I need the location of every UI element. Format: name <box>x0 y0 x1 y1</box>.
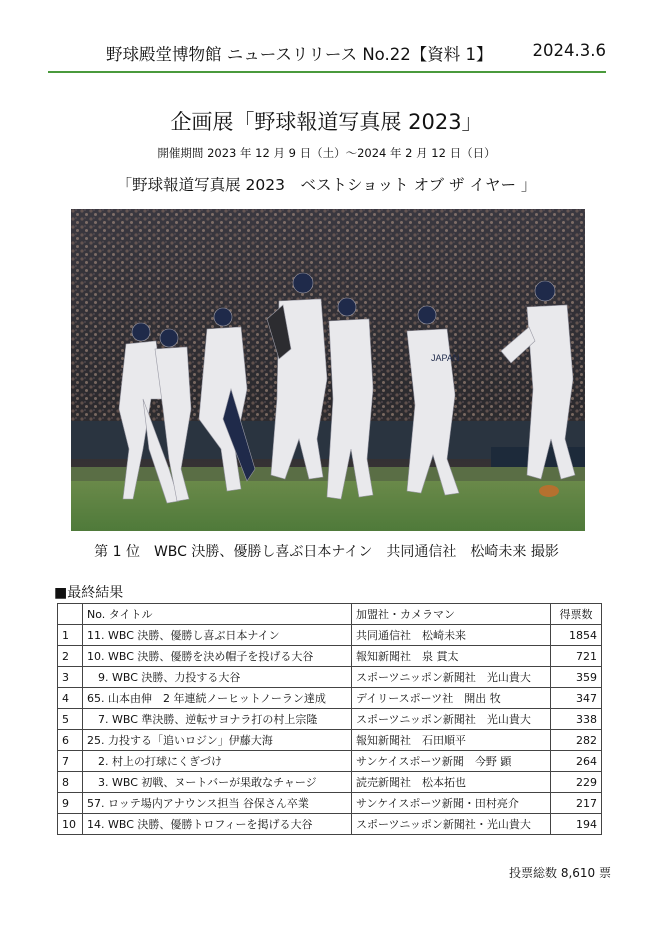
table-row <box>58 751 602 772</box>
header-outlet: 加盟社・カメラマン <box>352 604 551 625</box>
votes-cell: 359 <box>551 667 602 688</box>
outlet-cell: 共同通信社 松崎未来 <box>352 625 551 646</box>
results-table <box>57 603 602 835</box>
outlet-cell: サンケイスポーツ新聞 今野 顕 <box>352 751 551 772</box>
rank-cell: 10 <box>58 814 83 835</box>
outlet-cell: サンケイスポーツ新聞・田村亮介 <box>352 793 551 814</box>
header-rank <box>58 604 83 625</box>
outlet-cell: 読売新聞社 松本拓也 <box>352 772 551 793</box>
total-votes: 投票総数 8,610 票 <box>509 866 611 880</box>
title-cell: 2. 村上の打球にくぎづけ <box>83 751 352 772</box>
title-cell: 3. WBC 初戦、ヌートバーが果敢なチャージ <box>83 772 352 793</box>
header-title: No. タイトル <box>83 604 352 625</box>
jersey-lettering: JAPAN <box>431 353 460 363</box>
title-cell: 10. WBC 決勝、優勝を決め帽子を投げる大谷 <box>83 646 352 667</box>
table-row <box>58 688 602 709</box>
title-cell: 7. WBC 準決勝、逆転サヨナラ打の村上宗隆 <box>83 709 352 730</box>
outlet-cell: スポーツニッポン新聞社 光山貴大 <box>352 667 551 688</box>
header-line <box>48 39 606 69</box>
rank-cell: 1 <box>58 625 83 646</box>
outlet-cell: 報知新聞社 石田順平 <box>352 730 551 751</box>
rank-cell: 9 <box>58 793 83 814</box>
table-row <box>58 625 602 646</box>
votes-cell: 229 <box>551 772 602 793</box>
votes-cell: 721 <box>551 646 602 667</box>
header-votes: 得票数 <box>551 604 602 625</box>
header-divider <box>48 71 606 73</box>
rank-cell: 8 <box>58 772 83 793</box>
photo-caption: 第 1 位 WBC 決勝、優勝し喜ぶ日本ナイン 共同通信社 松崎未来 撮影 <box>94 544 559 560</box>
title-cell: 57. ロッテ場内アナウンス担当 谷保さん卒業 <box>83 793 352 814</box>
title-cell: 9. WBC 決勝、力投する大谷 <box>83 667 352 688</box>
final-results-heading: ■最終結果 <box>54 585 124 601</box>
rank-cell: 5 <box>58 709 83 730</box>
votes-cell: 217 <box>551 793 602 814</box>
votes-cell: 338 <box>551 709 602 730</box>
outlet-cell: デイリースポーツ社 開出 牧 <box>352 688 551 709</box>
rank-cell: 6 <box>58 730 83 751</box>
table-row <box>58 814 602 835</box>
award-subtitle: 「野球報道写真展 2023 ベストショット オブ ザ イヤー 」 <box>116 176 537 194</box>
release-date: 2024.3.6 <box>532 41 606 60</box>
rank-cell: 3 <box>58 667 83 688</box>
table-row <box>58 646 602 667</box>
exhibition-title: 企画展「野球報道写真展 2023」 <box>170 110 483 134</box>
table-row <box>58 772 602 793</box>
rank-cell: 4 <box>58 688 83 709</box>
title-cell: 14. WBC 決勝、優勝トロフィーを掲げる大谷 <box>83 814 352 835</box>
release-label: 野球殿堂博物館 ニュースリリース No.22【資料 1】 <box>106 45 493 64</box>
baseball-glove <box>539 485 559 497</box>
votes-cell: 264 <box>551 751 602 772</box>
exhibition-period: 開催期間 2023 年 12 月 9 日（土）〜2024 年 2 月 12 日（日） <box>157 146 496 160</box>
table-row <box>58 793 602 814</box>
title-cell: 25. 力投する「追いロジン」伊藤大海 <box>83 730 352 751</box>
title-cell: 65. 山本由伸 2 年連続ノーヒットノーラン達成 <box>83 688 352 709</box>
table-row <box>58 730 602 751</box>
winning-photo <box>71 209 585 531</box>
outlet-cell: スポーツニッポン新聞社 光山貴大 <box>352 709 551 730</box>
title-cell: 11. WBC 決勝、優勝し喜ぶ日本ナイン <box>83 625 352 646</box>
table-row <box>58 709 602 730</box>
rank-cell: 2 <box>58 646 83 667</box>
table-row <box>58 667 602 688</box>
table-header-row <box>58 604 602 625</box>
votes-cell: 194 <box>551 814 602 835</box>
votes-cell: 347 <box>551 688 602 709</box>
outlet-cell: スポーツニッポン新聞社・光山貴大 <box>352 814 551 835</box>
votes-cell: 282 <box>551 730 602 751</box>
rank-cell: 7 <box>58 751 83 772</box>
votes-cell: 1854 <box>551 625 602 646</box>
outlet-cell: 報知新聞社 泉 貫太 <box>352 646 551 667</box>
